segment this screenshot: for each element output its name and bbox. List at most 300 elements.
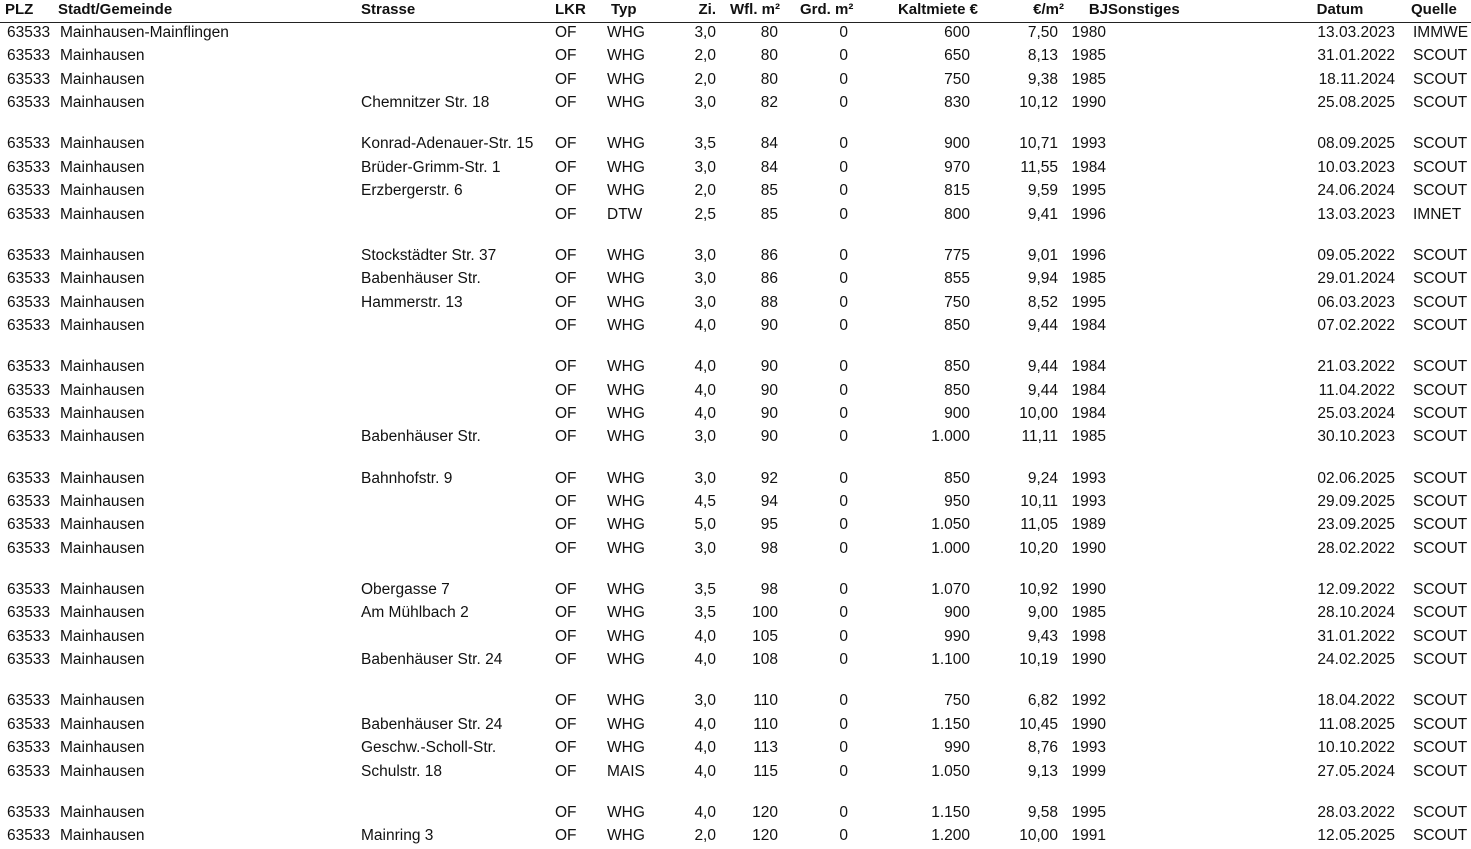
cell-typ: WHG bbox=[607, 692, 645, 710]
cell-wohnflaeche: 90 bbox=[760, 358, 778, 376]
cell-grundstueck: 0 bbox=[839, 94, 848, 112]
cell-wohnflaeche: 110 bbox=[753, 715, 778, 733]
cell-datum: 09.05.2022 bbox=[1317, 246, 1395, 264]
cell-grundstueck: 0 bbox=[839, 715, 848, 733]
table-row bbox=[0, 715, 1471, 738]
cell-plz: 63533 bbox=[7, 70, 51, 88]
cell-baujahr: 1993 bbox=[1071, 739, 1106, 757]
cell-datum: 25.08.2025 bbox=[1317, 94, 1395, 112]
cell-baujahr: 1999 bbox=[1071, 762, 1106, 780]
cell-baujahr: 1991 bbox=[1071, 827, 1106, 845]
cell-quelle: SCOUT bbox=[1413, 317, 1468, 334]
cell-typ: WHG bbox=[607, 581, 645, 598]
cell-lkr: OF bbox=[555, 358, 577, 376]
cell-grundstueck: 0 bbox=[839, 651, 848, 669]
cell-kaltmiete: 900 bbox=[944, 135, 970, 153]
cell-quelle: SCOUT bbox=[1413, 381, 1468, 399]
cell-ort: Mainhausen bbox=[60, 317, 145, 334]
cell-typ: WHG bbox=[607, 293, 645, 311]
cell-baujahr: 1984 bbox=[1071, 158, 1106, 176]
cell-typ: WHG bbox=[607, 47, 645, 65]
cell-typ: WHG bbox=[607, 270, 645, 288]
cell-grundstueck: 0 bbox=[839, 627, 848, 645]
cell-quelle: SCOUT bbox=[1413, 604, 1468, 622]
cell-preis-qm: 10,00 bbox=[1019, 405, 1058, 422]
cell-quelle: SCOUT bbox=[1413, 739, 1468, 757]
table-row bbox=[0, 603, 1471, 626]
header-datum: Datum bbox=[1316, 1, 1364, 18]
cell-lkr: OF bbox=[555, 493, 577, 510]
cell-datum: 29.09.2025 bbox=[1317, 493, 1395, 510]
cell-lkr: OF bbox=[555, 762, 577, 780]
table-row bbox=[0, 580, 1471, 603]
cell-datum: 27.05.2024 bbox=[1317, 762, 1395, 780]
cell-kaltmiete: 1.050 bbox=[931, 516, 970, 534]
table-row bbox=[0, 93, 1471, 116]
cell-zimmer: 2,0 bbox=[694, 47, 716, 65]
cell-wohnflaeche: 86 bbox=[760, 270, 778, 288]
cell-plz: 63533 bbox=[7, 692, 51, 710]
cell-baujahr: 1985 bbox=[1071, 604, 1106, 622]
cell-lkr: OF bbox=[555, 627, 577, 645]
cell-wohnflaeche: 113 bbox=[753, 739, 778, 757]
cell-grundstueck: 0 bbox=[839, 405, 848, 422]
cell-lkr: OF bbox=[555, 651, 577, 669]
cell-zimmer: 2,0 bbox=[694, 827, 716, 845]
cell-baujahr: 1980 bbox=[1071, 24, 1106, 41]
cell-kaltmiete: 855 bbox=[944, 270, 970, 288]
cell-lkr: OF bbox=[555, 803, 577, 821]
cell-strasse: Hammerstr. 13 bbox=[361, 293, 463, 311]
cell-kaltmiete: 750 bbox=[944, 692, 970, 710]
cell-grundstueck: 0 bbox=[839, 205, 848, 223]
cell-zimmer: 4,0 bbox=[694, 627, 716, 645]
cell-plz: 63533 bbox=[7, 405, 51, 422]
cell-zimmer: 3,0 bbox=[694, 469, 716, 487]
header-baujahr: BJ bbox=[1088, 1, 1108, 18]
cell-baujahr: 1995 bbox=[1071, 293, 1106, 311]
cell-lkr: OF bbox=[555, 428, 577, 446]
cell-wohnflaeche: 88 bbox=[760, 293, 778, 311]
cell-strasse: Babenhäuser Str. bbox=[361, 270, 481, 288]
cell-kaltmiete: 1.000 bbox=[931, 539, 970, 557]
cell-kaltmiete: 600 bbox=[944, 24, 970, 41]
cell-preis-qm: 10,20 bbox=[1019, 539, 1058, 557]
table-row bbox=[0, 269, 1471, 292]
cell-ort: Mainhausen bbox=[60, 739, 145, 757]
cell-wohnflaeche: 84 bbox=[760, 135, 778, 153]
cell-strasse: Am Mühlbach 2 bbox=[361, 604, 469, 622]
cell-plz: 63533 bbox=[7, 270, 51, 288]
header-plz: PLZ bbox=[5, 1, 34, 18]
cell-typ: WHG bbox=[607, 493, 645, 510]
cell-zimmer: 4,0 bbox=[694, 405, 716, 422]
table-row bbox=[0, 469, 1471, 492]
table-row bbox=[0, 539, 1471, 562]
table-row bbox=[0, 246, 1471, 269]
cell-grundstueck: 0 bbox=[839, 581, 848, 598]
cell-zimmer: 2,0 bbox=[694, 70, 716, 88]
cell-wohnflaeche: 90 bbox=[760, 317, 778, 334]
cell-zimmer: 3,0 bbox=[694, 246, 716, 264]
cell-kaltmiete: 1.100 bbox=[931, 651, 970, 669]
cell-lkr: OF bbox=[555, 827, 577, 845]
cell-grundstueck: 0 bbox=[839, 24, 848, 41]
table-row bbox=[0, 691, 1471, 714]
cell-grundstueck: 0 bbox=[839, 428, 848, 446]
cell-preis-qm: 9,44 bbox=[1027, 317, 1058, 334]
cell-preis-qm: 9,44 bbox=[1027, 381, 1058, 399]
table-row bbox=[0, 381, 1471, 404]
cell-lkr: OF bbox=[555, 581, 577, 598]
cell-lkr: OF bbox=[555, 405, 577, 422]
cell-preis-qm: 9,59 bbox=[1027, 182, 1058, 200]
cell-preis-qm: 10,92 bbox=[1019, 581, 1058, 598]
cell-datum: 18.04.2022 bbox=[1317, 692, 1395, 710]
cell-wohnflaeche: 82 bbox=[760, 94, 778, 112]
cell-wohnflaeche: 100 bbox=[752, 604, 778, 622]
cell-quelle: SCOUT bbox=[1413, 135, 1468, 153]
cell-preis-qm: 10,12 bbox=[1019, 94, 1058, 112]
table-row bbox=[0, 70, 1471, 93]
cell-kaltmiete: 1.150 bbox=[931, 803, 970, 821]
cell-preis-qm: 9,01 bbox=[1027, 246, 1058, 264]
header-quelle: Quelle bbox=[1411, 1, 1457, 18]
cell-quelle: SCOUT bbox=[1413, 270, 1468, 288]
cell-typ: WHG bbox=[607, 604, 645, 622]
cell-preis-qm: 11,55 bbox=[1020, 158, 1058, 176]
cell-wohnflaeche: 98 bbox=[760, 539, 778, 557]
cell-datum: 25.03.2024 bbox=[1317, 405, 1395, 422]
cell-baujahr: 1985 bbox=[1071, 70, 1106, 88]
cell-strasse: Geschw.-Scholl-Str. bbox=[361, 739, 497, 757]
cell-plz: 63533 bbox=[7, 182, 51, 200]
table-row bbox=[0, 762, 1471, 785]
cell-baujahr: 1998 bbox=[1071, 627, 1106, 645]
cell-zimmer: 3,0 bbox=[694, 692, 716, 710]
cell-lkr: OF bbox=[555, 270, 577, 288]
cell-typ: WHG bbox=[607, 381, 645, 399]
cell-grundstueck: 0 bbox=[839, 158, 848, 176]
cell-typ: WHG bbox=[607, 627, 645, 645]
cell-lkr: OF bbox=[555, 715, 577, 733]
cell-lkr: OF bbox=[555, 182, 577, 200]
table-row bbox=[0, 803, 1471, 826]
cell-preis-qm: 9,58 bbox=[1027, 803, 1058, 821]
cell-grundstueck: 0 bbox=[839, 604, 848, 622]
cell-quelle: SCOUT bbox=[1413, 94, 1468, 112]
cell-lkr: OF bbox=[555, 381, 577, 399]
cell-kaltmiete: 1.050 bbox=[931, 762, 970, 780]
cell-datum: 02.06.2025 bbox=[1317, 469, 1395, 487]
cell-lkr: OF bbox=[555, 205, 577, 223]
cell-ort: Mainhausen bbox=[60, 715, 145, 733]
cell-zimmer: 3,0 bbox=[694, 94, 716, 112]
cell-zimmer: 4,0 bbox=[694, 358, 716, 376]
table-row bbox=[0, 205, 1471, 228]
cell-lkr: OF bbox=[555, 246, 577, 264]
cell-ort: Mainhausen bbox=[60, 428, 145, 446]
cell-kaltmiete: 775 bbox=[944, 246, 970, 264]
header-kaltmiete: Kaltmiete € bbox=[897, 1, 978, 18]
cell-ort: Mainhausen-Mainflingen bbox=[60, 24, 229, 41]
cell-plz: 63533 bbox=[7, 428, 51, 446]
cell-baujahr: 1985 bbox=[1071, 270, 1106, 288]
cell-typ: WHG bbox=[607, 94, 645, 112]
cell-kaltmiete: 1.070 bbox=[931, 581, 970, 598]
table-row bbox=[0, 427, 1471, 450]
cell-lkr: OF bbox=[555, 469, 577, 487]
cell-strasse: Obergasse 7 bbox=[361, 581, 450, 598]
cell-ort: Mainhausen bbox=[60, 47, 145, 65]
cell-kaltmiete: 830 bbox=[944, 94, 970, 112]
cell-wohnflaeche: 90 bbox=[760, 428, 778, 446]
cell-ort: Mainhausen bbox=[60, 762, 145, 780]
cell-ort: Mainhausen bbox=[60, 182, 145, 200]
cell-datum: 31.01.2022 bbox=[1317, 47, 1395, 65]
cell-lkr: OF bbox=[555, 739, 577, 757]
cell-preis-qm: 10,45 bbox=[1019, 715, 1058, 733]
table-header bbox=[0, 0, 1471, 23]
header-preis-qm: €/m² bbox=[1033, 1, 1064, 18]
cell-preis-qm: 11,05 bbox=[1020, 516, 1058, 534]
cell-plz: 63533 bbox=[7, 158, 51, 176]
cell-plz: 63533 bbox=[7, 604, 51, 622]
cell-grundstueck: 0 bbox=[839, 317, 848, 334]
table-row bbox=[0, 738, 1471, 761]
cell-kaltmiete: 1.000 bbox=[931, 428, 970, 446]
cell-baujahr: 1989 bbox=[1071, 516, 1106, 534]
cell-plz: 63533 bbox=[7, 381, 51, 399]
cell-kaltmiete: 850 bbox=[944, 317, 970, 334]
cell-quelle: SCOUT bbox=[1413, 827, 1468, 845]
cell-typ: WHG bbox=[607, 803, 645, 821]
cell-strasse: Chemnitzer Str. 18 bbox=[361, 94, 490, 112]
cell-preis-qm: 9,44 bbox=[1027, 358, 1058, 376]
cell-datum: 24.02.2025 bbox=[1317, 651, 1395, 669]
cell-zimmer: 4,0 bbox=[694, 739, 716, 757]
cell-strasse: Stockstädter Str. 37 bbox=[361, 246, 497, 264]
cell-wohnflaeche: 94 bbox=[760, 493, 778, 510]
cell-baujahr: 1993 bbox=[1071, 469, 1106, 487]
cell-lkr: OF bbox=[555, 317, 577, 334]
header-strasse: Strasse bbox=[361, 1, 416, 18]
cell-plz: 63533 bbox=[7, 539, 51, 557]
cell-baujahr: 1990 bbox=[1071, 715, 1106, 733]
cell-lkr: OF bbox=[555, 293, 577, 311]
cell-wohnflaeche: 90 bbox=[760, 381, 778, 399]
cell-zimmer: 4,0 bbox=[694, 762, 716, 780]
header-ort: Stadt/Gemeinde bbox=[58, 1, 173, 18]
cell-grundstueck: 0 bbox=[839, 692, 848, 710]
cell-preis-qm: 11,11 bbox=[1021, 428, 1058, 446]
cell-typ: WHG bbox=[607, 182, 645, 200]
cell-grundstueck: 0 bbox=[839, 293, 848, 311]
table-row bbox=[0, 293, 1471, 316]
cell-plz: 63533 bbox=[7, 827, 51, 845]
cell-ort: Mainhausen bbox=[60, 469, 145, 487]
cell-typ: WHG bbox=[607, 827, 645, 845]
cell-datum: 11.08.2025 bbox=[1318, 715, 1395, 733]
cell-typ: WHG bbox=[607, 715, 645, 733]
cell-grundstueck: 0 bbox=[839, 516, 848, 534]
cell-preis-qm: 10,00 bbox=[1019, 827, 1058, 845]
cell-zimmer: 4,0 bbox=[694, 651, 716, 669]
cell-plz: 63533 bbox=[7, 205, 51, 223]
cell-wohnflaeche: 115 bbox=[753, 762, 778, 780]
cell-quelle: SCOUT bbox=[1413, 469, 1468, 487]
cell-ort: Mainhausen bbox=[60, 604, 145, 622]
header-zimmer: Zi. bbox=[698, 1, 716, 18]
cell-typ: WHG bbox=[607, 405, 645, 422]
cell-quelle: SCOUT bbox=[1413, 70, 1468, 88]
cell-baujahr: 1995 bbox=[1071, 182, 1106, 200]
table-row bbox=[0, 627, 1471, 650]
cell-ort: Mainhausen bbox=[60, 293, 145, 311]
cell-plz: 63533 bbox=[7, 94, 51, 112]
cell-wohnflaeche: 80 bbox=[760, 24, 778, 41]
cell-kaltmiete: 990 bbox=[944, 627, 970, 645]
cell-zimmer: 3,5 bbox=[694, 135, 716, 153]
cell-kaltmiete: 1.200 bbox=[931, 827, 970, 845]
cell-datum: 06.03.2023 bbox=[1317, 293, 1395, 311]
cell-datum: 28.10.2024 bbox=[1317, 604, 1395, 622]
cell-zimmer: 4,0 bbox=[694, 715, 716, 733]
cell-zimmer: 4,0 bbox=[694, 381, 716, 399]
cell-typ: WHG bbox=[607, 516, 645, 534]
cell-wohnflaeche: 105 bbox=[752, 627, 778, 645]
cell-ort: Mainhausen bbox=[60, 381, 145, 399]
cell-kaltmiete: 750 bbox=[944, 293, 970, 311]
cell-typ: WHG bbox=[607, 158, 645, 176]
cell-kaltmiete: 815 bbox=[944, 182, 970, 200]
cell-zimmer: 3,0 bbox=[694, 428, 716, 446]
cell-kaltmiete: 970 bbox=[944, 158, 970, 176]
cell-preis-qm: 8,52 bbox=[1027, 293, 1058, 311]
cell-ort: Mainhausen bbox=[60, 94, 145, 112]
cell-strasse: Brüder-Grimm-Str. 1 bbox=[361, 158, 501, 176]
cell-ort: Mainhausen bbox=[60, 493, 145, 510]
cell-quelle: SCOUT bbox=[1413, 182, 1468, 200]
cell-wohnflaeche: 98 bbox=[760, 581, 778, 598]
cell-wohnflaeche: 85 bbox=[760, 182, 778, 200]
table-row bbox=[0, 404, 1471, 427]
cell-quelle: SCOUT bbox=[1413, 358, 1468, 376]
cell-zimmer: 3,0 bbox=[694, 539, 716, 557]
cell-wohnflaeche: 80 bbox=[760, 70, 778, 88]
cell-grundstueck: 0 bbox=[839, 493, 848, 510]
table-row bbox=[0, 650, 1471, 673]
cell-grundstueck: 0 bbox=[839, 135, 848, 153]
cell-wohnflaeche: 84 bbox=[760, 158, 778, 176]
cell-quelle: SCOUT bbox=[1413, 405, 1468, 422]
cell-lkr: OF bbox=[555, 604, 577, 622]
cell-ort: Mainhausen bbox=[60, 358, 145, 376]
cell-quelle: SCOUT bbox=[1413, 627, 1468, 645]
cell-quelle: SCOUT bbox=[1413, 158, 1468, 176]
table-row bbox=[0, 158, 1471, 181]
header-grundstueck: Grd. m² bbox=[800, 1, 854, 18]
cell-grundstueck: 0 bbox=[839, 47, 848, 65]
cell-kaltmiete: 900 bbox=[944, 405, 970, 422]
cell-plz: 63533 bbox=[7, 293, 51, 311]
cell-baujahr: 1990 bbox=[1071, 539, 1106, 557]
cell-zimmer: 3,0 bbox=[694, 270, 716, 288]
header-wohnflaeche: Wfl. m² bbox=[730, 1, 780, 18]
cell-preis-qm: 9,41 bbox=[1027, 205, 1058, 223]
cell-ort: Mainhausen bbox=[60, 246, 145, 264]
cell-quelle: SCOUT bbox=[1413, 803, 1468, 821]
cell-preis-qm: 8,76 bbox=[1027, 739, 1058, 757]
cell-grundstueck: 0 bbox=[839, 762, 848, 780]
cell-grundstueck: 0 bbox=[839, 70, 848, 88]
cell-kaltmiete: 850 bbox=[944, 358, 970, 376]
cell-grundstueck: 0 bbox=[839, 803, 848, 821]
cell-baujahr: 1993 bbox=[1071, 493, 1106, 510]
cell-grundstueck: 0 bbox=[839, 381, 848, 399]
cell-wohnflaeche: 95 bbox=[760, 516, 778, 534]
cell-typ: MAIS bbox=[607, 762, 645, 780]
cell-grundstueck: 0 bbox=[839, 469, 848, 487]
cell-datum: 13.03.2023 bbox=[1317, 24, 1395, 41]
cell-strasse: Babenhäuser Str. 24 bbox=[361, 651, 503, 669]
cell-preis-qm: 7,50 bbox=[1027, 24, 1058, 41]
cell-typ: WHG bbox=[607, 469, 645, 487]
cell-kaltmiete: 800 bbox=[944, 205, 970, 223]
cell-datum: 28.03.2022 bbox=[1317, 803, 1395, 821]
cell-baujahr: 1990 bbox=[1071, 94, 1106, 112]
cell-datum: 31.01.2022 bbox=[1317, 627, 1395, 645]
cell-plz: 63533 bbox=[7, 739, 51, 757]
cell-grundstueck: 0 bbox=[839, 827, 848, 845]
cell-kaltmiete: 990 bbox=[944, 739, 970, 757]
cell-ort: Mainhausen bbox=[60, 135, 145, 153]
cell-zimmer: 4,5 bbox=[694, 493, 716, 510]
cell-lkr: OF bbox=[555, 94, 577, 112]
cell-datum: 07.02.2022 bbox=[1317, 317, 1395, 334]
cell-plz: 63533 bbox=[7, 803, 51, 821]
header-sonstiges: Sonstiges bbox=[1108, 1, 1180, 18]
table-row bbox=[0, 492, 1471, 515]
cell-grundstueck: 0 bbox=[839, 270, 848, 288]
cell-wohnflaeche: 80 bbox=[760, 47, 778, 65]
cell-kaltmiete: 900 bbox=[944, 604, 970, 622]
cell-zimmer: 2,5 bbox=[694, 205, 716, 223]
cell-quelle: SCOUT bbox=[1413, 651, 1468, 669]
cell-kaltmiete: 750 bbox=[944, 70, 970, 88]
cell-grundstueck: 0 bbox=[839, 739, 848, 757]
cell-strasse: Babenhäuser Str. bbox=[361, 428, 481, 446]
cell-quelle: IMNET bbox=[1413, 205, 1462, 223]
cell-zimmer: 3,5 bbox=[694, 604, 716, 622]
cell-grundstueck: 0 bbox=[839, 539, 848, 557]
cell-zimmer: 3,0 bbox=[694, 293, 716, 311]
header-typ: Typ bbox=[611, 1, 637, 18]
cell-wohnflaeche: 92 bbox=[760, 469, 778, 487]
cell-kaltmiete: 950 bbox=[944, 493, 970, 510]
cell-preis-qm: 10,19 bbox=[1019, 651, 1058, 669]
cell-lkr: OF bbox=[555, 539, 577, 557]
cell-typ: WHG bbox=[607, 358, 645, 376]
cell-datum: 30.10.2023 bbox=[1317, 428, 1395, 446]
cell-preis-qm: 9,43 bbox=[1027, 627, 1058, 645]
cell-ort: Mainhausen bbox=[60, 158, 145, 176]
cell-preis-qm: 9,00 bbox=[1027, 604, 1058, 622]
cell-grundstueck: 0 bbox=[839, 246, 848, 264]
cell-kaltmiete: 1.150 bbox=[931, 715, 970, 733]
cell-plz: 63533 bbox=[7, 516, 51, 534]
cell-kaltmiete: 850 bbox=[944, 469, 970, 487]
